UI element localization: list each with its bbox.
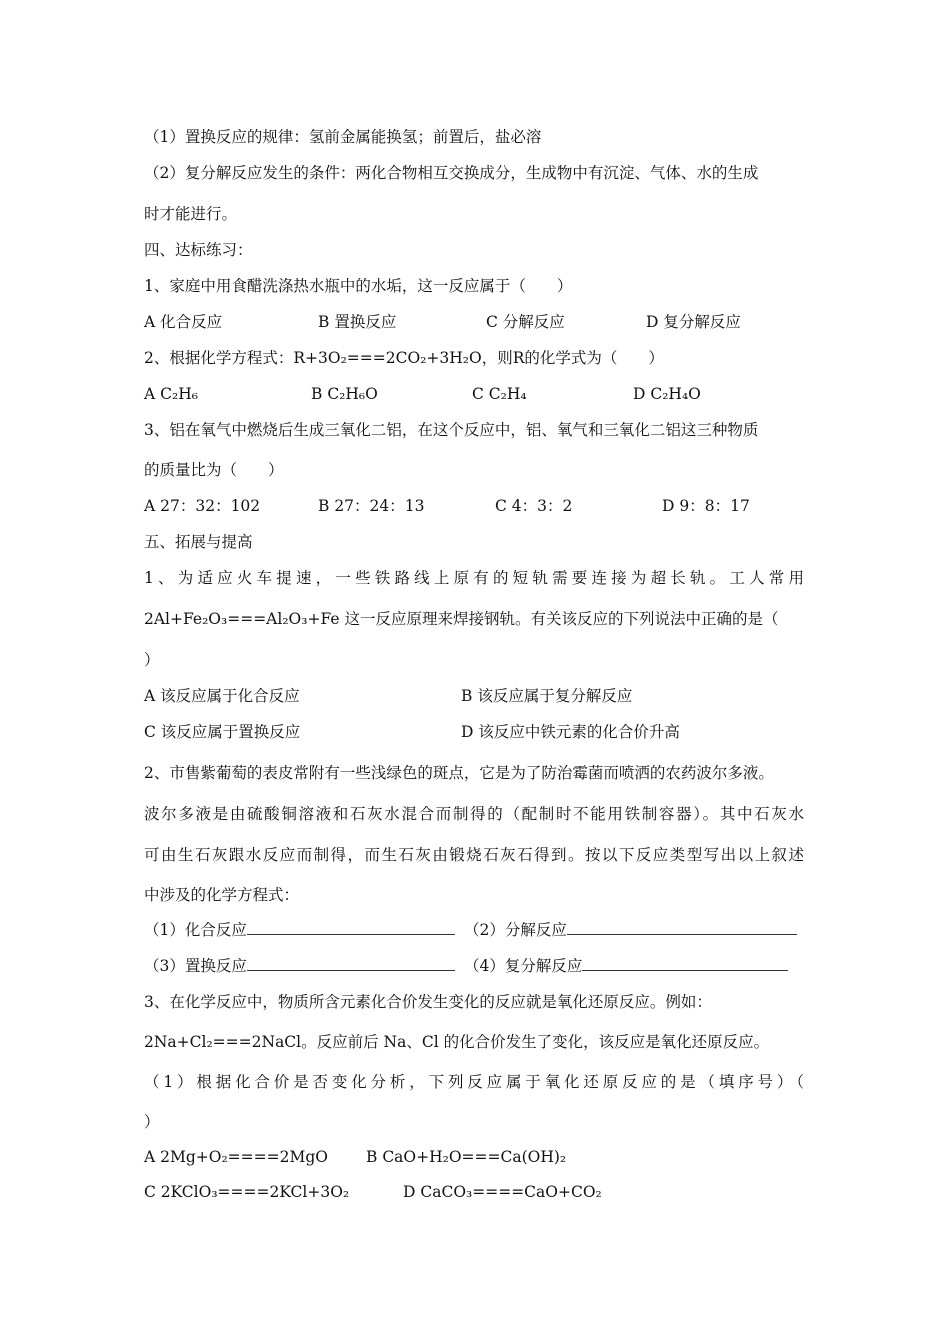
- answer-label: （1）化合反应: [144, 921, 247, 939]
- option-a: A 该反应属于化合反应: [144, 687, 300, 705]
- option-a: A 化合反应: [144, 313, 223, 331]
- question-5-3-sub1: （1）根据化合价是否变化分析，下列反应属于氧化还原反应的是（填序号）（: [144, 1073, 804, 1091]
- option-c: C C₂H₄: [472, 385, 527, 403]
- answer-blank[interactable]: [247, 920, 455, 935]
- question-5-1: 1、为适应火车提速，一些铁路线上原有的短轨需要连接为超长轨。工人常用: [144, 569, 804, 587]
- question-5-2-line2: 波尔多液是由硫酸铜溶液和石灰水混合而制得的（配制时不能用铁制容器）。其中石灰水: [144, 805, 804, 823]
- option-d: D 复分解反应: [646, 313, 741, 331]
- answer-blank[interactable]: [247, 956, 455, 971]
- option-c: C 该反应属于置换反应: [144, 723, 301, 741]
- question-5-2-line3: 可由生石灰跟水反应而制得，而生石灰由锻烧石灰石得到。按以下反应类型写出以上叙述: [144, 846, 804, 864]
- option-b: B 置换反应: [318, 313, 397, 331]
- answer-replacement: [144, 956, 455, 976]
- option-c: C 分解反应: [486, 313, 565, 331]
- question-5-1-paren: ）: [144, 651, 160, 669]
- option-b: B 27：24：13: [318, 497, 425, 515]
- answer-blank[interactable]: [567, 920, 797, 935]
- option-b: B 该反应属于复分解反应: [461, 687, 633, 705]
- answer-label: （2）分解反应: [464, 921, 567, 939]
- question-5-3-paren: ）: [144, 1113, 160, 1131]
- answer-label: （3）置换反应: [144, 957, 247, 975]
- answer-label: （4）复分解反应: [464, 957, 583, 975]
- option-a: A 2Mg+O₂====2MgO: [144, 1148, 328, 1166]
- option-d: D CaCO₃====CaO+CO₂: [403, 1183, 602, 1201]
- option-b: B CaO+H₂O===Ca(OH)₂: [366, 1148, 567, 1166]
- question-4-1: 1、家庭中用食醋洗涤热水瓶中的水垢，这一反应属于（ ）: [144, 277, 573, 295]
- answer-double-decomposition: [464, 956, 788, 976]
- rule-double-decomposition: （2）复分解反应发生的条件：两化合物相互交换成分，生成物中有沉淀、气体、水的生成: [144, 164, 759, 182]
- option-c: C 2KClO₃====2KCl+3O₂: [144, 1183, 350, 1201]
- question-5-3: 3、在化学反应中，物质所含元素化合价发生变化的反应就是氧化还原反应。例如：: [144, 993, 712, 1011]
- question-4-3-cont: 的质量比为（ ）: [144, 461, 284, 479]
- rule-replacement: （1）置换反应的规律：氢前金属能换氢；前置后，盐必溶: [144, 128, 542, 146]
- option-a: A C₂H₆: [144, 385, 198, 403]
- option-c: C 4：3：2: [495, 497, 573, 515]
- rule-double-decomposition-cont: 时才能进行。: [144, 205, 238, 223]
- question-5-3-example: 2Na+Cl₂===2NaCl。反应前后 Na、Cl 的化合价发生了变化，该反应是氧化还原反应。: [144, 1033, 770, 1051]
- question-5-2: 2、市售紫葡萄的表皮常附有一些浅绿色的斑点，它是为了防治霉菌而喷洒的农药波尔多液。: [144, 764, 774, 782]
- option-d: D 该反应中铁元素的化合价升高: [461, 723, 680, 741]
- answer-decomposition: [464, 920, 797, 940]
- answer-blank[interactable]: [582, 956, 788, 971]
- question-4-3: 3、铝在氧气中燃烧后生成三氧化二铝，在这个反应中，铝、氧气和三氧化二铝这三种物质: [144, 421, 759, 439]
- question-5-2-line4: 中涉及的化学方程式：: [144, 886, 300, 904]
- option-a: A 27：32：102: [144, 497, 261, 515]
- question-4-2: 2、根据化学方程式：R+3O₂===2CO₂+3H₂O，则R的化学式为（ ）: [144, 349, 664, 367]
- section-5-title: 五、拓展与提高: [144, 533, 253, 551]
- section-4-title: 四、达标练习：: [144, 241, 253, 259]
- option-b: B C₂H₆O: [311, 385, 378, 403]
- answer-combination: [144, 920, 455, 940]
- question-5-1-cont: 2Al+Fe₂O₃===Al₂O₃+Fe 这一反应原理来焊接钢轨。有关该反应的下列说法中正确的是（: [144, 610, 779, 628]
- option-d: D 9：8：17: [662, 497, 750, 515]
- option-d: D C₂H₄O: [633, 385, 701, 403]
